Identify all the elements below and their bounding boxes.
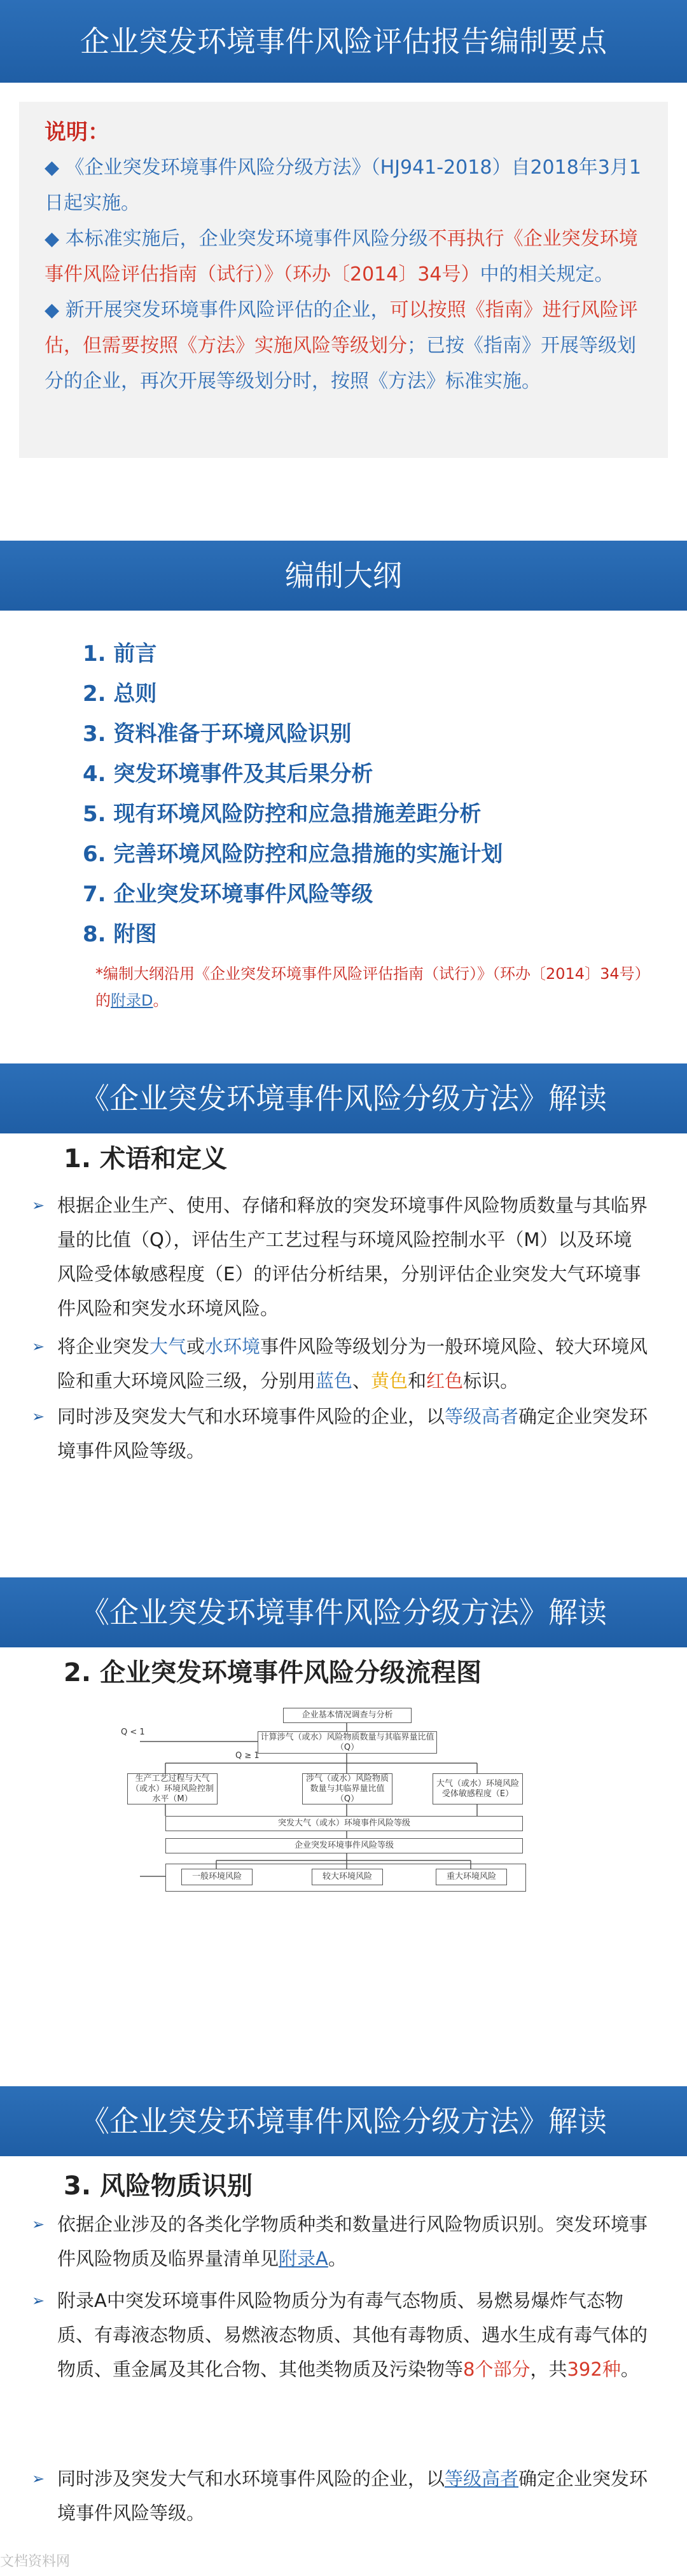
- page-title: 企业突发环境事件风险评估报告编制要点: [80, 24, 607, 59]
- flow-q-lt1-label: Q < 1: [121, 1728, 145, 1737]
- flow-result-low: 一般环境风险: [181, 1869, 253, 1885]
- section3-bullet-2: ➢ 附录A中突发环境事件风险物质分为有毒气态物质、易燃易爆炸气态物质、有毒液态物质、易燃液态物质、其他有毒物质、遇水生成有毒气体的物质、重金属及其化合物、其他类物质及污染物等8个部分，共392种。: [57, 2283, 649, 2386]
- bullet-arrow-icon: ➢: [32, 1408, 45, 1425]
- watermark: 文档资料网: [0, 2554, 71, 2570]
- section1-bullet-2: ➢ 将企业突发大气或水环境事件风险等级划分为一般环境风险、较大环境风险和重大环境风险三级，分别用蓝色、黄色和红色标识。: [57, 1329, 649, 1398]
- page-title-banner: [0, 0, 687, 83]
- section3-heading: 3. 风险物质识别: [64, 2171, 253, 2201]
- outline-item: 3. 资料准备于环境风险识别: [83, 721, 352, 747]
- outline-footnote: *编制大纲沿用《企业突发环境事件风险评估指南（试行）》（环办〔2014〕34号）的附录D。: [95, 965, 650, 1009]
- section1-bullet-1: ➢ 根据企业生产、使用、存储和释放的突发环境事件风险物质数量与其临界量的比值（Q），评估生产工艺过程与环境风险控制水平（M）以及环境风险受体敏感程度（E）的评估分析结果，分别评估企业突发大气环境事件风险和突发水环境风险。: [57, 1188, 649, 1326]
- outline-item: 7. 企业突发环境事件风险等级: [83, 882, 373, 907]
- flow-m-box: 生产工艺过程与大气（或水）环境风险控制水平（M）: [127, 1773, 218, 1804]
- flow-result-high: 重大环境风险: [436, 1869, 507, 1885]
- note-heading: 说明：: [45, 120, 109, 145]
- outline-banner: 编制大纲: [0, 541, 687, 611]
- outline-item: 1. 前言: [83, 641, 157, 667]
- section2-heading: 2. 企业突发环境事件风险分级流程图: [64, 1658, 482, 1687]
- bullet-arrow-icon: ➢: [32, 2215, 45, 2233]
- risk-flowchart: [121, 1705, 553, 1984]
- bullet-arrow-icon: ➢: [32, 1338, 45, 1355]
- section1-bullet-3: ➢ 同时涉及突发大气和水环境事件风险的企业，以等级高者确定企业突发环境事件风险等级。: [57, 1399, 649, 1468]
- outline-item: 2. 总则: [83, 681, 157, 707]
- section3-bullet-3: ➢ 同时涉及突发大气和水环境事件风险的企业，以等级高者确定企业突发环境事件风险等级。: [57, 2462, 649, 2530]
- section2-banner: 《企业突发环境事件风险分级方法》解读: [0, 1577, 687, 1647]
- flow-level2-box: 企业突发环境事件风险等级: [165, 1838, 523, 1853]
- outline-item: 8. 附图: [83, 922, 157, 947]
- note-paragraph-2: ◆ 本标准实施后，企业突发环境事件风险分级不再执行《企业突发环境事件风险评估指南（试行）》（环办〔2014〕34号）中的相关规定。: [45, 228, 638, 286]
- note-paragraph-3: ◆ 新开展突发环境事件风险评估的企业，可以按照《指南》进行风险评估，但需要按照《方法》实施风险等级划分；已按《指南》开展等级划分的企业，再次开展等级划分时，按照《方法》标准实施。: [45, 299, 638, 392]
- flow-q-ge1-label: Q ≥ 1: [235, 1751, 260, 1761]
- appendix-a-link[interactable]: 附录A: [279, 2248, 328, 2269]
- flow-level1-box: 突发大气（或水）环境事件风险等级: [165, 1816, 523, 1831]
- note-panel: [19, 102, 668, 458]
- flow-q-box: 计算涉气（或水）风险物质数量与其临界量比值（Q）: [258, 1731, 437, 1754]
- bullet-arrow-icon: ➢: [32, 2470, 45, 2488]
- outline-item: 6. 完善环境风险防控和应急措施的实施计划: [83, 841, 503, 867]
- section3-banner: 《企业突发环境事件风险分级方法》解读: [0, 2086, 687, 2156]
- flow-mid-box: 涉气（或水）风险物质数量与其临界量比值（Q）: [302, 1773, 392, 1804]
- appendix-d-link[interactable]: 附录D: [111, 992, 153, 1009]
- section3-bullet-1: ➢ 依据企业涉及的各类化学物质种类和数量进行风险物质识别。突发环境事件风险物质及临界量清单见附录A。: [57, 2207, 649, 2276]
- section1-heading: 1. 术语和定义: [64, 1144, 227, 1174]
- note-paragraph-1: ◆ 《企业突发环境事件风险分级方法》（HJ941-2018）自2018年3月1日起实施。: [45, 156, 641, 214]
- flow-result-medium: 较大环境风险: [312, 1869, 383, 1885]
- flow-e-box: 大气（或水）环境风险受体敏感程度（E）: [433, 1773, 523, 1804]
- outline-item: 5. 现有环境风险防控和应急措施差距分析: [83, 801, 482, 827]
- bullet-arrow-icon: ➢: [32, 2292, 45, 2309]
- bullet-arrow-icon: ➢: [32, 1196, 45, 1214]
- section1-banner: 《企业突发环境事件风险分级方法》解读: [0, 1063, 687, 1133]
- flow-start-box: 企业基本情况调查与分析: [283, 1708, 412, 1723]
- outline-item: 4. 突发环境事件及其后果分析: [83, 761, 373, 787]
